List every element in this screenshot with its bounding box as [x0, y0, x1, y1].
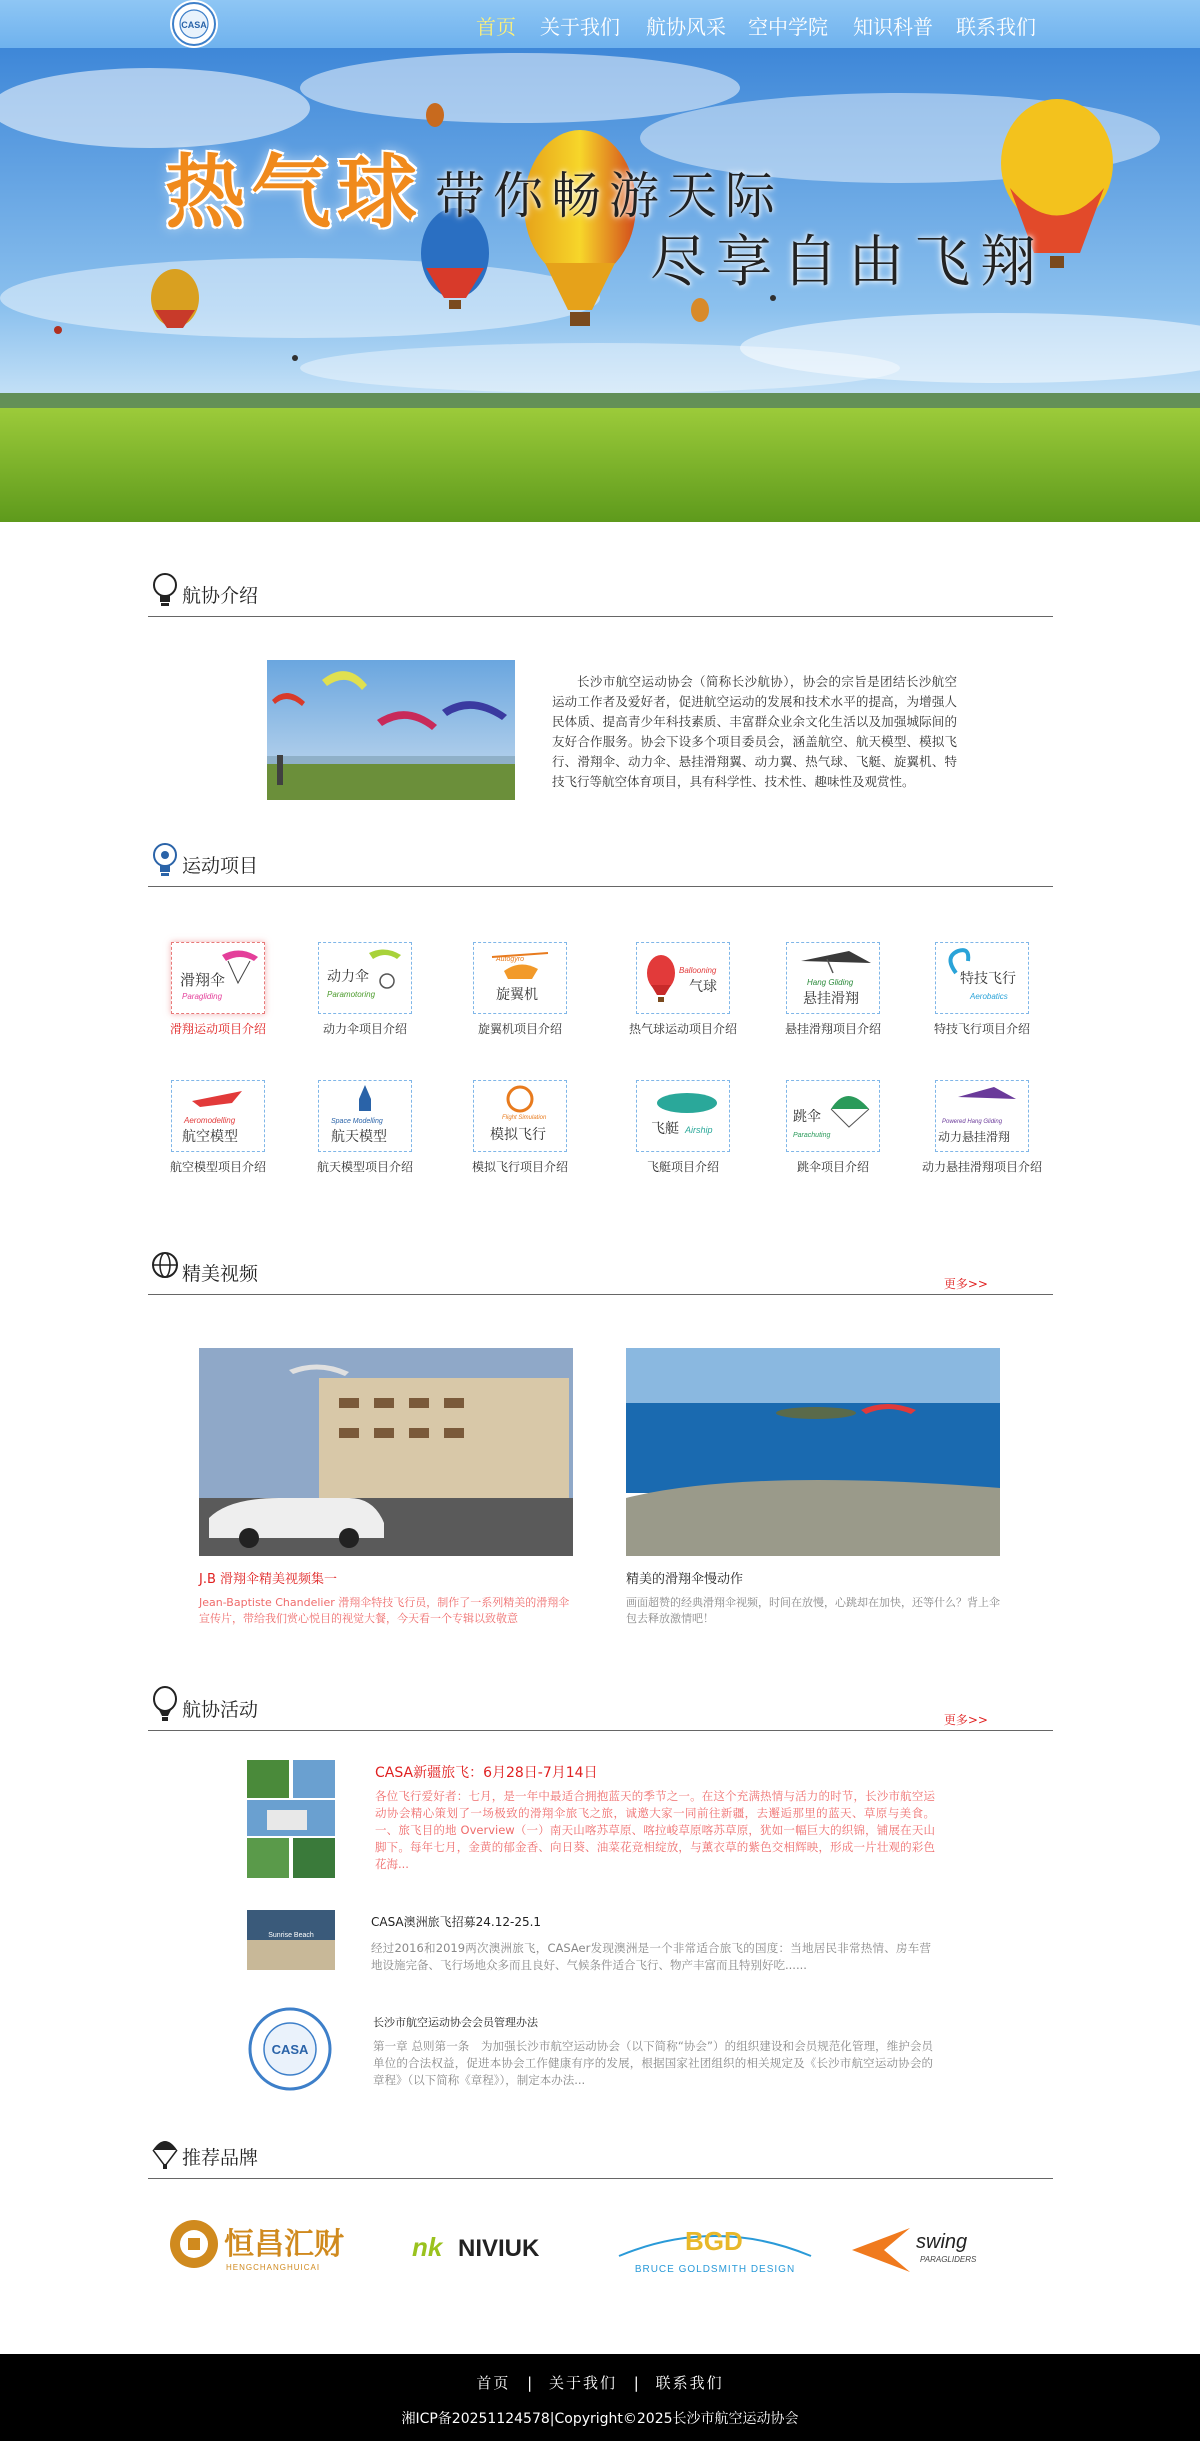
- sport-label: 悬挂滑翔项目介绍: [784, 1022, 881, 1036]
- hero-title-sub1: 带你畅游天际: [435, 167, 783, 225]
- sport-powered-hang-gliding[interactable]: [912, 1080, 1052, 1175]
- sport-airship[interactable]: [613, 1080, 753, 1175]
- footer-link-about[interactable]: 关于我们: [548, 2374, 617, 2392]
- svg-text:CASA: CASA: [181, 20, 207, 30]
- svg-text:BRUCE GOLDSMITH DESIGN: BRUCE GOLDSMITH DESIGN: [634, 2264, 796, 2275]
- parachute-icon: [150, 2134, 180, 2170]
- balloon-icon: [150, 1686, 180, 1722]
- section-intro-title: 航协介绍: [182, 585, 259, 607]
- sport-label: 热气球运动项目介绍: [628, 1022, 737, 1036]
- activity-title: CASA澳洲旅飞招募24.12-25.1: [371, 1915, 542, 1929]
- svg-text:CASA: CASA: [271, 2042, 309, 2057]
- footer-separator: |: [527, 2374, 533, 2392]
- hang-glider-icon: [787, 943, 879, 1013]
- lightbulb-gear-icon: [150, 842, 180, 878]
- video-description: 画面超赞的经典滑翔伞视频，时间在放慢，心跳却在加快，还等什么？背上伞包去释放激情吧！: [626, 1596, 1000, 1625]
- svg-text:Sunrise Beach: Sunrise Beach: [268, 1932, 314, 1939]
- paramotor-icon: [319, 943, 411, 1013]
- sport-label: 动力伞项目介绍: [322, 1022, 407, 1036]
- footer: [0, 2354, 1200, 2441]
- svg-text:动力悬挂滑翔: 动力悬挂滑翔: [938, 1130, 1011, 1144]
- svg-text:Aeromodelling: Aeromodelling: [184, 1116, 236, 1125]
- rocket-icon: [319, 1081, 411, 1151]
- sport-aerobatics[interactable]: [912, 942, 1052, 1037]
- brand-niviuk[interactable]: [410, 2212, 570, 2282]
- sport-paragliding[interactable]: [148, 942, 288, 1037]
- nav-knowledge[interactable]: 知识科普: [853, 15, 933, 39]
- svg-text:特技飞行: 特技飞行: [960, 970, 1016, 986]
- svg-text:Paragliding: Paragliding: [182, 992, 223, 1001]
- nav-style[interactable]: 航协风采: [646, 15, 726, 39]
- sport-parachuting[interactable]: [763, 1080, 903, 1175]
- sport-icon-box: [318, 942, 412, 1014]
- sport-icon-box: [935, 942, 1029, 1014]
- airship-icon: [637, 1081, 729, 1151]
- activity-thumbnail: [247, 1910, 335, 1970]
- svg-text:PARAGLIDERS: PARAGLIDERS: [920, 2255, 977, 2264]
- activity-thumbnail-logo: [247, 2006, 333, 2092]
- sport-icon-box: [636, 1080, 730, 1152]
- hero-banner: [0, 48, 1200, 522]
- nav-contact[interactable]: 联系我们: [956, 15, 1036, 39]
- section-activities-header: [148, 1682, 1053, 1731]
- svg-text:Powered Hang Gliding: Powered Hang Gliding: [942, 1119, 1003, 1125]
- svg-text:swing: swing: [916, 2231, 968, 2253]
- sport-icon-box: [935, 1080, 1029, 1152]
- section-brands-header: [148, 2130, 1053, 2179]
- svg-text:Paramotoring: Paramotoring: [327, 990, 376, 999]
- svg-text:滑翔伞: 滑翔伞: [180, 972, 226, 989]
- video-thumbnail: [199, 1348, 573, 1556]
- sport-label: 动力悬挂滑翔项目介绍: [921, 1160, 1042, 1174]
- svg-text:Airship: Airship: [685, 1125, 713, 1135]
- nav-home[interactable]: 首页: [476, 15, 516, 39]
- svg-text:Aerobatics: Aerobatics: [970, 992, 1008, 1001]
- svg-text:动力伞: 动力伞: [327, 968, 369, 984]
- svg-text:nk: nk: [412, 2232, 443, 2262]
- intro-paragraph: 长沙市航空运动协会（简称长沙航协），协会的宗旨是团结长沙航空运动工作者及爱好者，促进航空运动的发展和技术水平的提高，为增强人民体质、提高青少年科技素质、丰富群众业余文化生活以及加强城际间的友好合作服务。协会下设多个项目委员会，涵盖航空、航天模型、模拟飞行、滑翔伞、动力伞、悬挂滑翔翼、动力翼、热气球、飞艇、旋翼机、特技飞行等航空体育项目，具有科学性、技术性、趣味性及观赏性。: [552, 674, 957, 789]
- model-plane-icon: [172, 1081, 264, 1151]
- sport-icon-box: [786, 942, 880, 1014]
- activity-item[interactable]: [247, 2006, 937, 2096]
- brand-swing[interactable]: [850, 2212, 1020, 2282]
- footer-link-home[interactable]: 首页: [476, 2374, 511, 2392]
- svg-text:悬挂滑翔: 悬挂滑翔: [803, 990, 859, 1006]
- activity-title: 长沙市航空运动协会会员管理办法: [373, 2016, 538, 2029]
- sport-icon-box: [473, 1080, 567, 1152]
- sport-hang-gliding[interactable]: [763, 942, 903, 1037]
- svg-text:HENGCHANGHUICAI: HENGCHANGHUICAI: [226, 2263, 321, 2272]
- footer-copyright: 湘ICP备20251124578|Copyright©2025长沙市航空运动协会: [401, 2411, 799, 2427]
- brand-bgd[interactable]: [615, 2212, 815, 2282]
- sport-aeromodelling[interactable]: [148, 1080, 288, 1175]
- svg-text:Autogyro: Autogyro: [496, 956, 525, 963]
- footer-separator: |: [633, 2374, 639, 2392]
- svg-text:跳伞: 跳伞: [793, 1108, 821, 1124]
- svg-text:BGD: BGD: [685, 2226, 743, 2256]
- activities-more-link[interactable]: 更多>>: [943, 1713, 988, 1727]
- nav-about[interactable]: 关于我们: [540, 15, 620, 39]
- sport-label: 模拟飞行项目介绍: [471, 1160, 568, 1174]
- sport-label: 旋翼机项目介绍: [477, 1022, 562, 1036]
- video-title: 精美的滑翔伞慢动作: [626, 1572, 744, 1587]
- paraglider-icon: [172, 943, 264, 1013]
- parachute-icon: [787, 1081, 879, 1151]
- sport-label: 跳伞项目介绍: [796, 1160, 869, 1174]
- hero-title-sub2: 尽享自由飞翔: [650, 230, 1046, 295]
- svg-text:旋翼机: 旋翼机: [496, 986, 538, 1002]
- hot-air-balloon-icon: [637, 943, 729, 1013]
- svg-text:飞艇: 飞艇: [651, 1120, 679, 1136]
- sport-label: 航空模型项目介绍: [169, 1160, 266, 1174]
- activity-description: 第一章 总则第一条 为加强长沙市航空运动协会（以下简称“协会”）的组织建设和会员规范化管理，维护会员单位的合法权益，促进本协会工作健康有序的发展，根据国家社团组织的相关规定及《长沙市航空运动协会的章程》（以下简称《章程》），制定本办法...: [373, 2039, 933, 2087]
- svg-text:航天模型: 航天模型: [331, 1128, 387, 1144]
- sport-icon-box: [171, 1080, 265, 1152]
- sport-ballooning[interactable]: [613, 942, 753, 1037]
- video-title: J.B 滑翔伞精美视频集一: [199, 1572, 338, 1587]
- sport-paramotoring[interactable]: [295, 942, 435, 1037]
- sport-label: 特技飞行项目介绍: [933, 1022, 1030, 1036]
- section-videos-header: [148, 1246, 1053, 1295]
- sport-icon-box: [473, 942, 567, 1014]
- activity-description: 各位飞行爱好者：七月，是一年中最适合拥抱蓝天的季节之一。在这个充满热情与活力的时节，长沙市航空运动协会精心策划了一场极致的滑翔伞旅飞之旅，诚邀大家一同前往新疆，去邂逅那里的蓝天、草原与美食。一、旅飞目的地 Overview（一）南天山喀苏草原、喀拉峻草原喀苏草原，犹如一幅巨大的织锦，铺展在天山脚下。每年七月，金黄的郁金香、向日葵、油菜花竞相绽放，与薰衣草的紫色交相辉映，形成一片壮观的彩色花海...: [375, 1789, 935, 1871]
- activity-item[interactable]: [247, 1760, 937, 1880]
- sport-icon-box: [636, 942, 730, 1014]
- video-description: Jean-Baptiste Chandelier 滑翔伞特技飞行员，制作了一系列精美的滑翔伞宣传片，带给我们赏心悦目的视觉大餐，今天看一个专辑以致敬意: [199, 1596, 570, 1625]
- video-card[interactable]: [626, 1348, 1000, 1627]
- video-card[interactable]: [199, 1348, 573, 1627]
- activity-item[interactable]: [247, 1910, 937, 1980]
- sport-icon-box: [171, 942, 265, 1014]
- sport-autogyro[interactable]: [450, 942, 590, 1037]
- section-brands-title: 推荐品牌: [182, 2147, 259, 2169]
- svg-text:Ballooning: Ballooning: [679, 966, 717, 975]
- autogyro-icon: [474, 943, 566, 1013]
- sport-label: 飞艇项目介绍: [646, 1160, 719, 1174]
- flight-sim-icon: [474, 1081, 566, 1151]
- svg-text:NIVIUK: NIVIUK: [458, 2235, 540, 2262]
- svg-text:Hang Gliding: Hang Gliding: [807, 978, 854, 987]
- hero-title-main: 热气球: [165, 145, 423, 239]
- footer-link-contact[interactable]: 联系我们: [655, 2374, 724, 2392]
- footer-links: [0, 2372, 1200, 2393]
- sport-flight-sim[interactable]: [450, 1080, 590, 1175]
- activity-thumbnail: [247, 1760, 335, 1878]
- svg-text:气球: 气球: [689, 978, 717, 994]
- sport-label: 航天模型项目介绍: [316, 1160, 413, 1174]
- intro-photo-paragliders: [267, 660, 515, 800]
- svg-text:Parachuting: Parachuting: [793, 1132, 831, 1139]
- activity-description: 经过2016和2019两次澳洲旅飞，CASAer发现澳洲是一个非常适合旅飞的国度：当地居民非常热情、房车营地设施完备、飞行场地众多而且良好、气候条件适合飞行、物产丰富而且特别好吃......: [371, 1941, 931, 1972]
- activity-title: CASA新疆旅飞：6月28日-7月14日: [375, 1765, 598, 1781]
- brand-hengchang[interactable]: [168, 2212, 378, 2282]
- svg-text:航空模型: 航空模型: [182, 1128, 238, 1144]
- svg-text:模拟飞行: 模拟飞行: [490, 1126, 546, 1142]
- aerobatics-icon: [936, 943, 1028, 1013]
- section-sports-header: [148, 838, 1053, 887]
- svg-text:恒昌汇财: 恒昌汇财: [224, 2228, 344, 2261]
- powered-hang-glider-icon: [936, 1081, 1028, 1151]
- top-nav-bar: [0, 0, 1200, 48]
- video-thumbnail: [626, 1348, 1000, 1556]
- lightbulb-icon: [150, 572, 180, 608]
- sport-icon-box: [786, 1080, 880, 1152]
- nav-academy[interactable]: 空中学院: [748, 15, 828, 39]
- section-intro-header: [148, 568, 1053, 617]
- sport-space-modelling[interactable]: [295, 1080, 435, 1175]
- section-sports-title: 运动项目: [182, 855, 259, 877]
- svg-text:Space Modelling: Space Modelling: [331, 1118, 383, 1125]
- videos-more-link[interactable]: 更多>>: [943, 1277, 988, 1291]
- section-videos-title: 精美视频: [182, 1263, 259, 1285]
- svg-text:Flight Simulation: Flight Simulation: [502, 1115, 547, 1121]
- sport-icon-box: [318, 1080, 412, 1152]
- sport-label: 滑翔运动项目介绍: [169, 1022, 266, 1036]
- main-nav: [0, 0, 1200, 48]
- globe-icon: [150, 1250, 180, 1286]
- section-activities-title: 航协活动: [182, 1699, 259, 1721]
